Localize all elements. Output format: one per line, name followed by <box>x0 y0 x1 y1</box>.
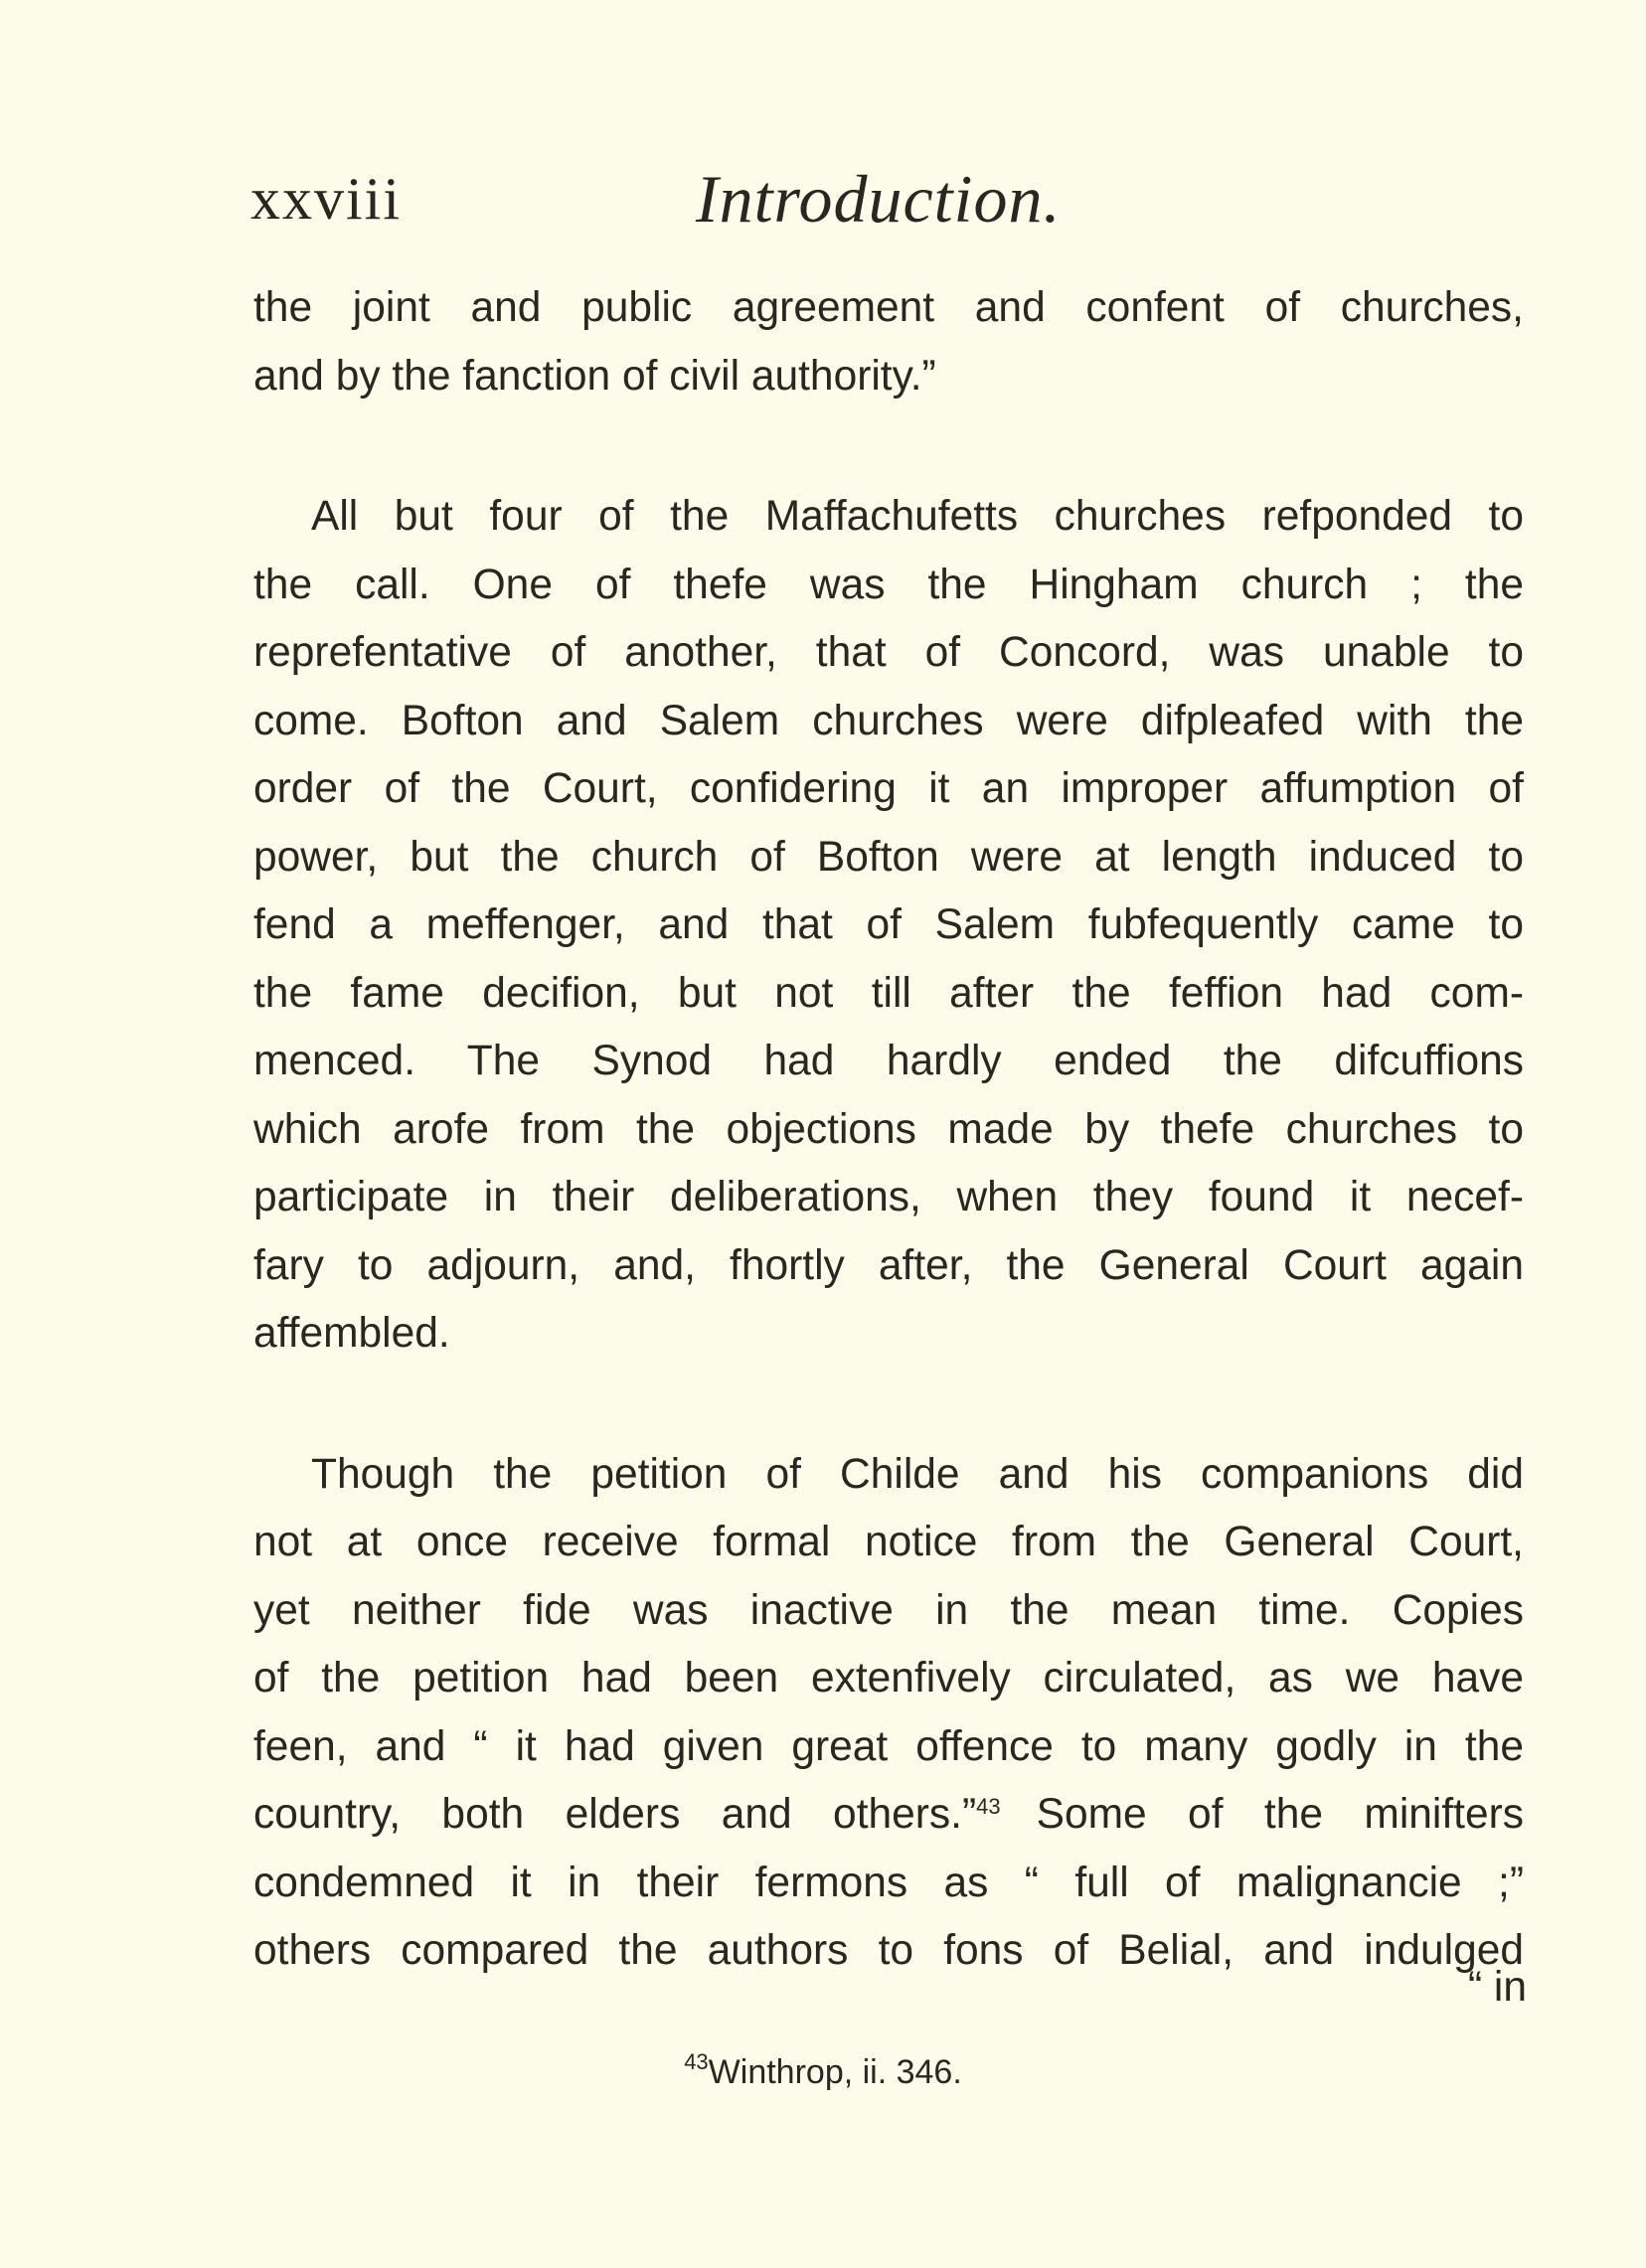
text-line: participate in their deliberations, when they found it necef- <box>253 1174 1524 1220</box>
text-line: come. Bofton and Salem churches were difpleafed with the <box>253 697 1524 744</box>
text-line-content: All but four of the Maffachufetts churches refponded to <box>311 493 1524 540</box>
text-line: the fame decifion, but not till after the feffion had com- <box>253 969 1524 1017</box>
page-number: xxviii <box>250 166 403 232</box>
text-line-content: Some of the minifters <box>1036 1791 1524 1838</box>
footnote-mark: 43 <box>684 2049 709 2074</box>
catchword: “ in <box>1467 1964 1527 2011</box>
paragraph-2 <box>253 483 1524 1369</box>
footnote-reference: 43 <box>976 1794 1001 1819</box>
paragraph-3 <box>253 1441 1524 1986</box>
text-line <box>253 1441 1524 1510</box>
text-line: menced. The Synod had hardly ended the difcuffions <box>253 1038 1524 1084</box>
text-line: which arofe from the objections made by thefe churches to <box>253 1105 1524 1153</box>
text-line <box>253 1781 1524 1850</box>
paragraph-1 <box>253 274 1524 410</box>
text-line: condemned it in their fermons as “ full of malignancie ;” <box>253 1859 1524 1906</box>
text-line: of the petition had been extenfively circulated, as we have <box>253 1655 1524 1701</box>
text-line: fend a meffenger, and that of Salem fubfequently came to <box>253 901 1524 948</box>
text-line: yet neither fide was inactive in the mean time. Copies <box>253 1586 1524 1634</box>
text-line: not at once receive formal notice from the General Court, <box>253 1519 1524 1565</box>
text-line-content: Though the petition of Childe and his companions did <box>311 1450 1524 1498</box>
body-text <box>253 274 1524 1986</box>
text-line: the joint and public agreement and confent of churches, <box>253 284 1524 331</box>
text-line: and by the fanction of civil authority.” <box>253 352 936 400</box>
page-title: Introduction. <box>696 161 1062 237</box>
footnote <box>0 2047 1646 2097</box>
text-line: the call. One of thefe was the Hingham church ; the <box>253 561 1524 608</box>
running-head <box>250 149 1394 248</box>
footnote-text: Winthrop, ii. 346. <box>708 2053 962 2091</box>
text-line <box>253 483 1524 552</box>
text-line-content: country, both elders and others.” <box>253 1791 977 1838</box>
text-line: reprefentative of another, that of Concord, was unable to <box>253 629 1524 676</box>
text-line: others compared the authors to fons of Belial, and indulged <box>253 1927 1524 1974</box>
text-line: affembled. <box>253 1310 450 1357</box>
text-line: feen, and “ it had given great offence to many godly in the <box>253 1722 1524 1770</box>
text-line: fary to adjourn, and, fhortly after, the General Court again <box>253 1241 1524 1289</box>
text-line: order of the Court, confidering it an improper affumption of <box>253 765 1524 812</box>
text-line: power, but the church of Bofton were at length induced to <box>253 833 1524 881</box>
